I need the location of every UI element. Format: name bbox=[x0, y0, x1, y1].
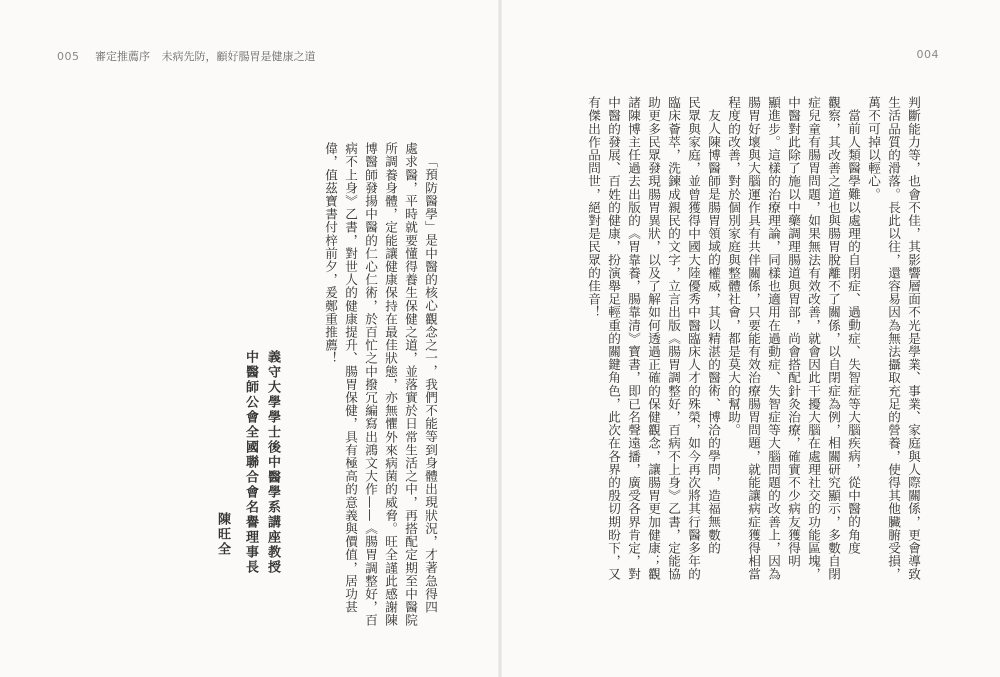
text-column: 友人陳博醫師是腸胃領域的權威，其以精湛的醫術、博洽的學問，造福無數的 bbox=[706, 109, 721, 555]
text-column: 病不上身》乙書，對世人的健康提升、腸胃保健，具有極高的意義與價值，居功甚 bbox=[343, 142, 358, 614]
left-header-title: 審定推薦序 bbox=[95, 50, 150, 63]
text-column: 諸陳博主任過去出版的《胃靠養，腸靠清》寶書，即已名聲遠播，廣受各界肯定，對 bbox=[626, 96, 641, 581]
text-column: 中醫對此除了施以中藥調理腸道與胃部，尚會搭配針灸治療，確實不少病友獲得明 bbox=[786, 96, 801, 568]
text-column: 生活品質的滑落。長此以往，還容易因為無法攝取充足的營養，使得其他臟腑受損， bbox=[886, 96, 901, 581]
left-header-subtitle: 未病先防，顧好腸胃是健康之道 bbox=[161, 50, 316, 63]
text-column: 當前人類醫學難以處理的自閉症、過動症、失智症等大腦疾病，從中醫的角度 bbox=[846, 109, 861, 555]
text-column: 「預防醫學」是中醫的核心觀念之一，我們不能等到身體出現狀況，才著急得四 bbox=[423, 155, 438, 614]
text-column: 觀察，其改善之道也與腸胃脫離不了關係，以自閉症為例，相關研究顯示，多數自閉 bbox=[826, 96, 841, 581]
left-running-header bbox=[57, 48, 316, 64]
text-column: 偉，值茲寶書付梓前夕，爰鄭重推薦！ bbox=[323, 142, 338, 365]
text-column: 症兒童有腸胃問題，如果無法有效改善，就會因此干擾大腦在處理社交的功能區塊， bbox=[806, 96, 821, 581]
text-column: 判斷能力等，也會不佳，其影響層面不光是學業、事業、家庭與人際關係，更會導致 bbox=[906, 96, 921, 581]
text-column: 所調養身體，定能讓健康保持在最佳狀態，亦無懼外來病菌的威脅。旺全謹此感謝陳 bbox=[383, 142, 398, 627]
text-column: 民眾與家庭，並曾獲得中國大陸優秀中醫臨床人才的殊榮，如今再次將其行醫多年的 bbox=[686, 96, 701, 581]
right-running-header bbox=[917, 48, 940, 61]
text-column: 萬不可掉以輕心。 bbox=[866, 96, 881, 201]
author-affiliation: 義守大學學士後中醫學系講座教授 bbox=[265, 350, 280, 575]
page-gutter bbox=[498, 0, 502, 677]
text-column: 處求醫，平時就要懂得養生保健之道，並落實於日常生活之中，再搭配定期至中醫院 bbox=[403, 142, 418, 627]
left-page-number: 005 bbox=[57, 50, 80, 63]
text-column: 中醫的發展、百姓的健康，扮演舉足輕重的關鍵角色，此次在各界的殷切期盼下，又 bbox=[606, 96, 621, 581]
text-column: 助更多民眾發現腸胃異狀，以及了解如何透過正確的保健觀念，讓腸胃更加健康；觀 bbox=[646, 96, 661, 581]
text-column: 博醫師發揚中醫的仁心仁術，於百忙之中撥冗編寫出鴻文大作——《腸胃調整好，百 bbox=[363, 142, 378, 627]
right-page-number: 004 bbox=[916, 48, 939, 61]
text-column: 有傑出作品問世，絕對是民眾的佳音！ bbox=[586, 96, 601, 319]
text-column: 程度的改善，對於個別家庭與整體社會，都是莫大的幫助。 bbox=[726, 96, 741, 437]
author-title: 中醫師公會全國聯合會名譽理事長 bbox=[243, 350, 258, 575]
text-column: 顯進步。這樣的治療理論，同樣也適用在過動症、失智症等大腦問題的改善上，因為 bbox=[766, 96, 781, 581]
text-column: 臨床薈萃，洗鍊成親民的文字，立言出版《腸胃調整好，百病不上身》乙書，定能協 bbox=[666, 96, 681, 581]
text-column: 腸胃好壞與大腦運作具有共伴關係，只要能有效治療腸胃問題，就能讓病症獲得相當 bbox=[746, 96, 761, 581]
author-name: 陳旺全 bbox=[215, 512, 230, 557]
